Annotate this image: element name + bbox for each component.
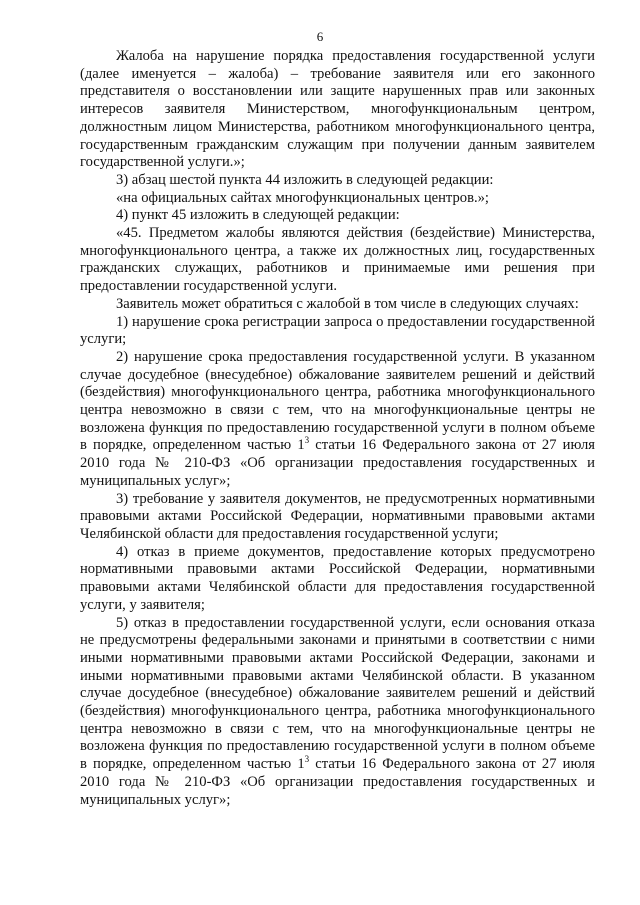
paragraph-item-4: 4) пункт 45 изложить в следующей редакции:: [116, 207, 400, 224]
case-2-text-cont: статьи 16 Федерального закона от 27 июля 2010 года № 210-ФЗ «Об организации предоставления государственных и муниципальных услуг»;: [80, 437, 595, 489]
document-body: [80, 48, 595, 809]
case-5-text-cont: статьи 16 Федерального закона от 27 июля 2010 года № 210-ФЗ «Об организации предоставления государственных и муниципальных услуг»;: [80, 756, 595, 808]
paragraph-case-1: 1) нарушение срока регистрации запроса о предоставлении государственной услуги;: [80, 313, 595, 348]
case-2-text: 2) нарушение срока предоставления государственной услуги. В указанном случае досудебное (внесудебное) обжалование заявителем решений и действий (бездействия) многофункционального центра, работника многофункционального центра невозможно в связи с тем, что на многофункциональные центры не возложена функция по предоставлению государственной услуги в полном объеме в порядке, определенном частью 1: [80, 348, 595, 454]
paragraph-case-4: 4) отказ в приеме документов, предоставление которых предусмотрено нормативными правовыми актами Российской Федерации, нормативными правовыми актами Челябинской области для предоставления государственной услуги, у заявителя;: [80, 543, 595, 613]
paragraph-item-3: 3) абзац шестой пункта 44 изложить в следующей редакции:: [116, 171, 494, 188]
paragraph-case-3: 3) требование у заявителя документов, не предусмотренных нормативными правовыми актами Российской Федерации, нормативными правовыми актами Челябинской области для предоставления государственной услуги;: [80, 490, 595, 542]
paragraph-case-5: [80, 615, 595, 810]
case-2-superscript: 3: [304, 435, 310, 446]
page-number: 6: [316, 29, 324, 44]
case-5-text: 5) отказ в предоставлении государственной услуги, если основания отказа не предусмотрены федеральными законами и принятыми в соответствии с ними иными нормативными правовыми актами Российской Федерации, законами и иными нормативными правовыми актами Челябинской области. В указанном случае досудебное (внесудебное) обжалование заявителем решений и действий (бездействия) многофункционального центра, работника многофункционального центра невозможно в связи с тем, что на многофункциональные центры не возложена функция по предоставлению государственной услуги в полном объеме в порядке, определенном частью 1: [80, 614, 595, 773]
paragraph-complaint-definition: Жалоба на нарушение порядка предоставления государственной услуги (далее именуется – жалоба) – требование заявителя или его законного представителя о восстановлении или защите нарушенных прав или законных интересов заявителя Министерством, многофункциональным центром, должностным лицом Министерства, работником многофункционального центра, государственным гражданским служащим при получении данным заявителем государственной услуги.»;: [80, 48, 595, 171]
paragraph-official-sites: «на официальных сайтах многофункциональных центров.»;: [116, 189, 489, 206]
case-5-superscript: 3: [304, 754, 310, 765]
paragraph-case-2: [80, 349, 595, 491]
paragraph-cases-intro: Заявитель может обратиться с жалобой в том числе в следующих случаях:: [116, 295, 579, 312]
paragraph-clause-45: «45. Предметом жалобы являются действия (бездействие) Министерства, многофункционального центра, а также их должностных лиц, государственных гражданских служащих, работников и принимаемые ими решения при предоставлении государственной услуги.: [80, 225, 595, 295]
